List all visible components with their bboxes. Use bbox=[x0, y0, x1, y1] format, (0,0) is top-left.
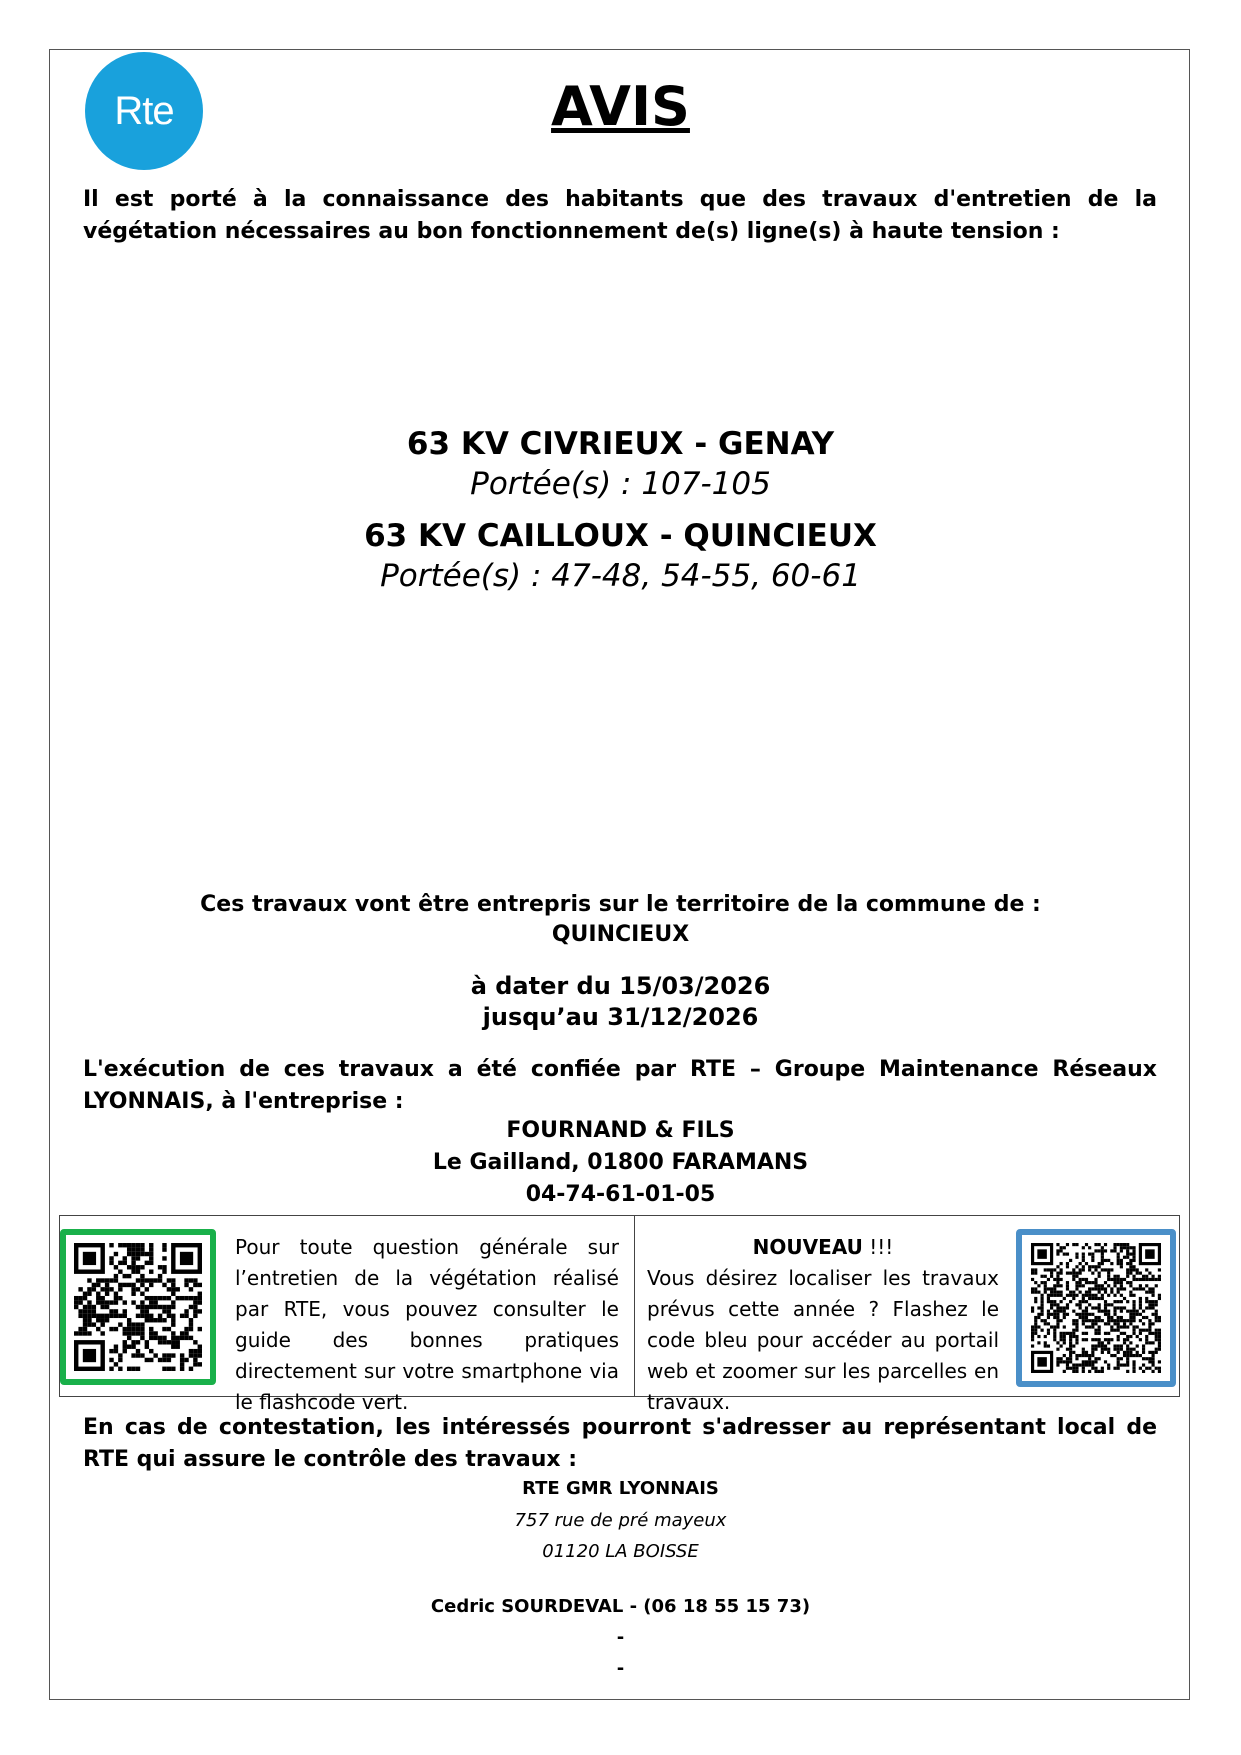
qr-right-title bbox=[647, 1232, 999, 1263]
contractor-name: FOURNAND & FILS bbox=[506, 1118, 735, 1143]
rep-city: 01120 LA BOISSE bbox=[542, 1541, 699, 1562]
rep-street: 757 rue de pré mayeux bbox=[514, 1510, 727, 1531]
blue-qr-code bbox=[1030, 1243, 1162, 1373]
contestation-paragraph: En cas de contestation, les intéressés pourront s'adresser au représentant local de RTE qui assure le contrôle des travaux : bbox=[83, 1415, 1157, 1472]
end-date: jusqu’au 31/12/2026 bbox=[482, 1003, 759, 1031]
line-1-name: 63 KV CIVRIEUX - GENAY bbox=[406, 426, 835, 462]
line-1-spans: Portée(s) : 107-105 bbox=[470, 466, 771, 502]
qr-left-text: Pour toute question générale sur l’entretien de la végétation réalisé par RTE, vous pouvez consulter le guide des bonnes pratiques directement sur votre smartphone via le flashcode vert. bbox=[235, 1235, 619, 1414]
commune-name: QUINCIEUX bbox=[551, 922, 690, 947]
line-2-name: 63 KV CAILLOUX - QUINCIEUX bbox=[364, 518, 877, 554]
rep-extra-1: - bbox=[616, 1627, 625, 1648]
green-qr-frame[interactable] bbox=[60, 1229, 216, 1385]
logo-text: Rte bbox=[114, 88, 174, 133]
qr-code-icon bbox=[1030, 1243, 1162, 1373]
execution-paragraph: L'exécution de ces travaux a été confiée par RTE – Groupe Maintenance Réseaux LYONNAIS, à l'entreprise : bbox=[83, 1057, 1157, 1114]
start-date: à dater du 15/03/2026 bbox=[470, 972, 771, 1000]
contractor-phone: 04-74-61-01-05 bbox=[525, 1182, 716, 1207]
line-2-spans: Portée(s) : 47-48, 54-55, 60-61 bbox=[380, 558, 861, 594]
qr-box-divider bbox=[634, 1215, 635, 1397]
commune-label: Ces travaux vont être entrepris sur le territoire de la commune de : bbox=[200, 892, 1041, 917]
qr-right-text: Vous désirez localiser les travaux prévus cette année ? Flashez le code bleu pour accéder au portail web et zoomer sur les parcelles en travaux. bbox=[647, 1266, 999, 1414]
new-label: NOUVEAU bbox=[752, 1235, 863, 1259]
qr-right-panel bbox=[647, 1232, 999, 1418]
rep-extra-2: - bbox=[616, 1658, 625, 1679]
qr-info-box bbox=[59, 1215, 1180, 1397]
blue-qr-frame[interactable] bbox=[1016, 1229, 1176, 1387]
green-qr-code bbox=[74, 1243, 202, 1371]
rep-contact: Cedric SOURDEVAL - (06 18 55 15 73) bbox=[430, 1596, 811, 1617]
contractor-address: Le Gailland, 01800 FARAMANS bbox=[432, 1150, 809, 1175]
new-label-suffix: !!! bbox=[862, 1235, 894, 1259]
notice-title: AVIS bbox=[551, 75, 690, 138]
rep-org: RTE GMR LYONNAIS bbox=[522, 1478, 719, 1499]
qr-code-icon bbox=[74, 1243, 202, 1371]
intro-paragraph: Il est porté à la connaissance des habitants que des travaux d'entretien de la végétation nécessaires au bon fonctionnement de(s) ligne(s) à haute tension : bbox=[83, 187, 1157, 244]
